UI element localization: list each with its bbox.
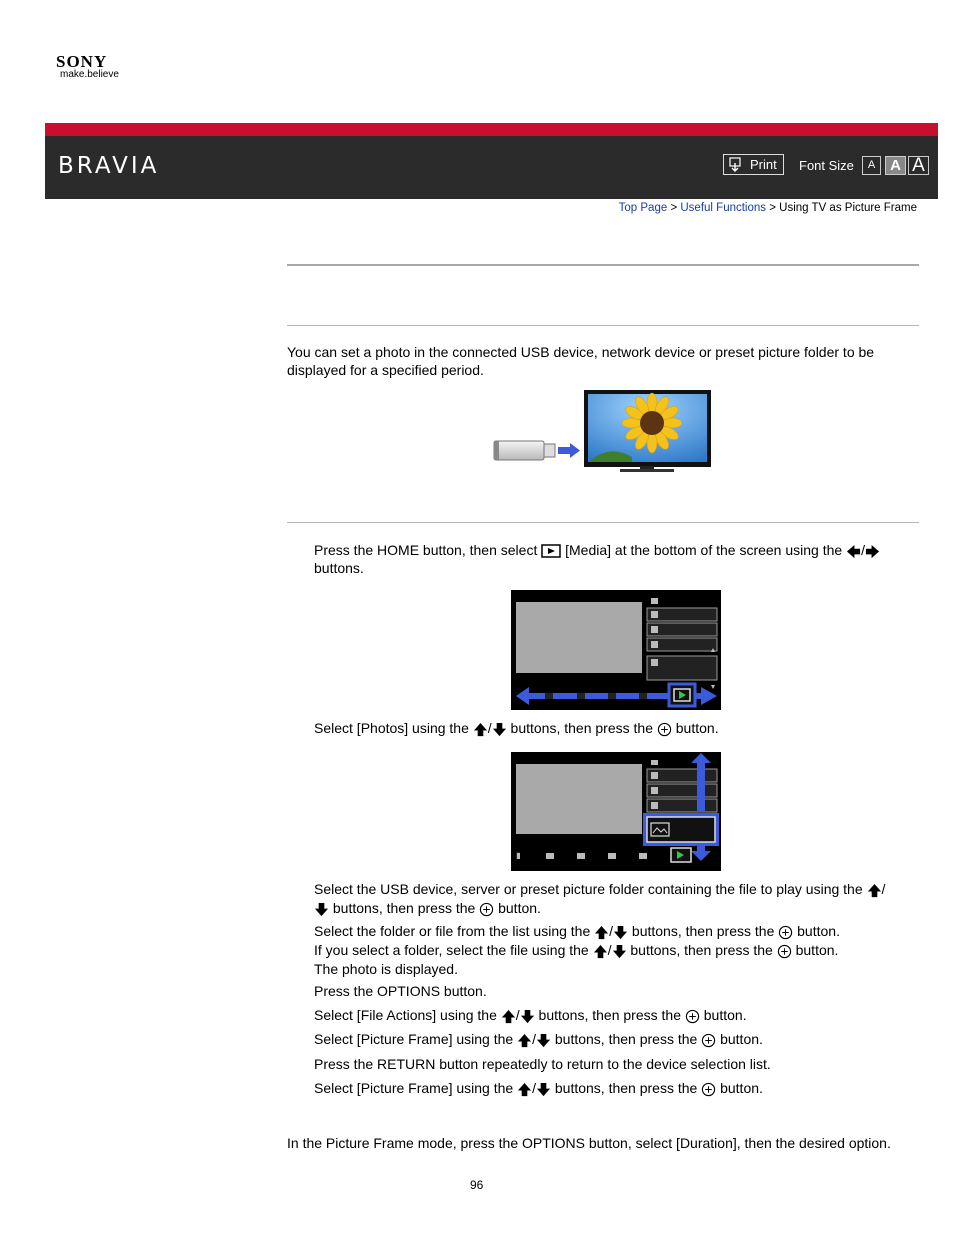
step-6-text-c: button.: [703, 1007, 747, 1023]
step-2-text-b: buttons, then press the: [510, 720, 653, 736]
up-arrow-icon: [594, 925, 609, 940]
down-arrow-icon: [536, 1033, 551, 1048]
duration-note: In the Picture Frame mode, press the OPTIONS button, select [Duration], then the desired option.: [287, 1135, 891, 1151]
down-arrow-icon: [314, 902, 329, 917]
step-3-text: Select the USB device, server or preset picture folder containing the file to play using the: [314, 881, 863, 897]
enter-button-icon: [657, 722, 672, 737]
enter-button-icon: [701, 1033, 716, 1048]
enter-button-icon: [479, 902, 494, 917]
step-2-text-c: button.: [675, 720, 719, 736]
step-1-text: Press the HOME button, then select: [314, 542, 538, 558]
up-arrow-icon: [517, 1082, 532, 1097]
down-arrow-icon: [520, 1009, 535, 1024]
breadcrumb-useful-functions[interactable]: Useful Functions: [680, 202, 767, 214]
step-6-text-b: buttons, then press the: [538, 1007, 681, 1023]
down-arrow-icon: [612, 944, 627, 959]
title-rule: [287, 264, 919, 266]
breadcrumb-separator: >: [670, 202, 678, 214]
step-2-text: Select [Photos] using the: [314, 720, 469, 736]
photos-menu-screenshot: [511, 752, 721, 871]
step-5: Press the OPTIONS button.: [314, 983, 487, 999]
header-accent-stripe: [45, 123, 938, 136]
breadcrumb-top-page[interactable]: Top Page: [618, 202, 668, 214]
up-arrow-icon: [473, 722, 488, 737]
step-3: Select the USB device, server or preset picture folder containing the file to play using the / buttons, then press the button.: [314, 881, 886, 916]
sony-logo: SONY: [56, 52, 108, 71]
up-arrow-icon: [517, 1033, 532, 1048]
step-6-text: Select [File Actions] using the: [314, 1007, 497, 1023]
enter-button-icon: [701, 1082, 716, 1097]
up-arrow-icon: [593, 944, 608, 959]
step-7-text-b: buttons, then press the: [554, 1031, 698, 1047]
header-bar: [45, 123, 938, 199]
enter-button-icon: [778, 925, 793, 940]
up-arrow-icon: [501, 1009, 516, 1024]
up-arrow-icon: [867, 883, 882, 898]
breadcrumb-current: Using TV as Picture Frame: [779, 202, 917, 214]
right-arrow-icon: [865, 544, 880, 559]
step-4-text-g: The photo is displayed.: [314, 961, 458, 977]
step-9: Select [Picture Frame] using the / buttons, then press the button.: [314, 1080, 763, 1096]
step-9-text-b: buttons, then press the: [554, 1080, 698, 1096]
step-3-text-c: button.: [498, 900, 541, 916]
step-6: Select [File Actions] using the / buttons, then press the button.: [314, 1007, 747, 1023]
step-1-text-c: buttons.: [314, 560, 364, 576]
step-4-text-f: button.: [795, 942, 839, 958]
down-arrow-icon: [492, 722, 507, 737]
step-4-text-e: buttons, then press the: [630, 942, 773, 958]
step-7-text-c: button.: [720, 1031, 763, 1047]
step-9-text-c: button.: [720, 1080, 763, 1096]
home-menu-screenshot: [511, 590, 721, 710]
font-size-label: Font Size: [799, 158, 854, 173]
font-size-small-button[interactable]: A: [862, 156, 881, 175]
step-4-text-d: If you select a folder, select the file using the: [314, 942, 589, 958]
down-arrow-icon: [536, 1082, 551, 1097]
breadcrumb-separator: >: [769, 202, 776, 214]
step-3-text-b: buttons, then press the: [332, 900, 476, 916]
steps-rule: [287, 522, 919, 523]
left-arrow-icon: [846, 544, 861, 559]
down-arrow-icon: [613, 925, 628, 940]
step-1-text-b: [Media] at the bottom of the screen using the: [565, 542, 843, 558]
breadcrumb: [619, 202, 917, 214]
step-4: Select the folder or file from the list using the / buttons, then press the button. If you select a folder, select the file using the / buttons, then press the button. The photo is displayed.: [314, 923, 840, 977]
step-7: Select [Picture Frame] using the / buttons, then press the button.: [314, 1031, 763, 1047]
sony-tagline: make.believe: [60, 69, 119, 80]
step-7-text: Select [Picture Frame] using the: [314, 1031, 514, 1047]
step-4-text-b: buttons, then press the: [631, 923, 775, 939]
font-size-large-button[interactable]: A: [908, 156, 929, 175]
enter-button-icon: [685, 1009, 700, 1024]
step-9-text: Select [Picture Frame] using the: [314, 1080, 514, 1096]
bravia-logo: BRAVIA: [58, 153, 160, 179]
page-number: 96: [470, 1178, 484, 1192]
step-2: Select [Photos] using the / buttons, then press the button.: [314, 720, 719, 736]
print-button[interactable]: [723, 154, 784, 175]
usb-to-tv-illustration: [492, 389, 714, 478]
print-icon: [728, 157, 746, 176]
enter-button-icon: [777, 944, 792, 959]
font-size-medium-button[interactable]: A: [885, 156, 906, 175]
intro-paragraph: You can set a photo in the connected USB device, network device or preset picture folder to be displayed for a specified period.: [287, 344, 875, 378]
step-1: Press the HOME button, then select [Media] at the bottom of the screen using the / buttons.: [314, 541, 914, 577]
step-4-text: Select the folder or file from the list using the: [314, 923, 591, 939]
print-label: Print: [750, 157, 777, 172]
section-rule: [287, 325, 919, 326]
step-4-text-c: button.: [797, 923, 840, 939]
step-8: Press the RETURN button repeatedly to return to the device selection list.: [314, 1056, 771, 1072]
media-icon: [541, 544, 561, 558]
